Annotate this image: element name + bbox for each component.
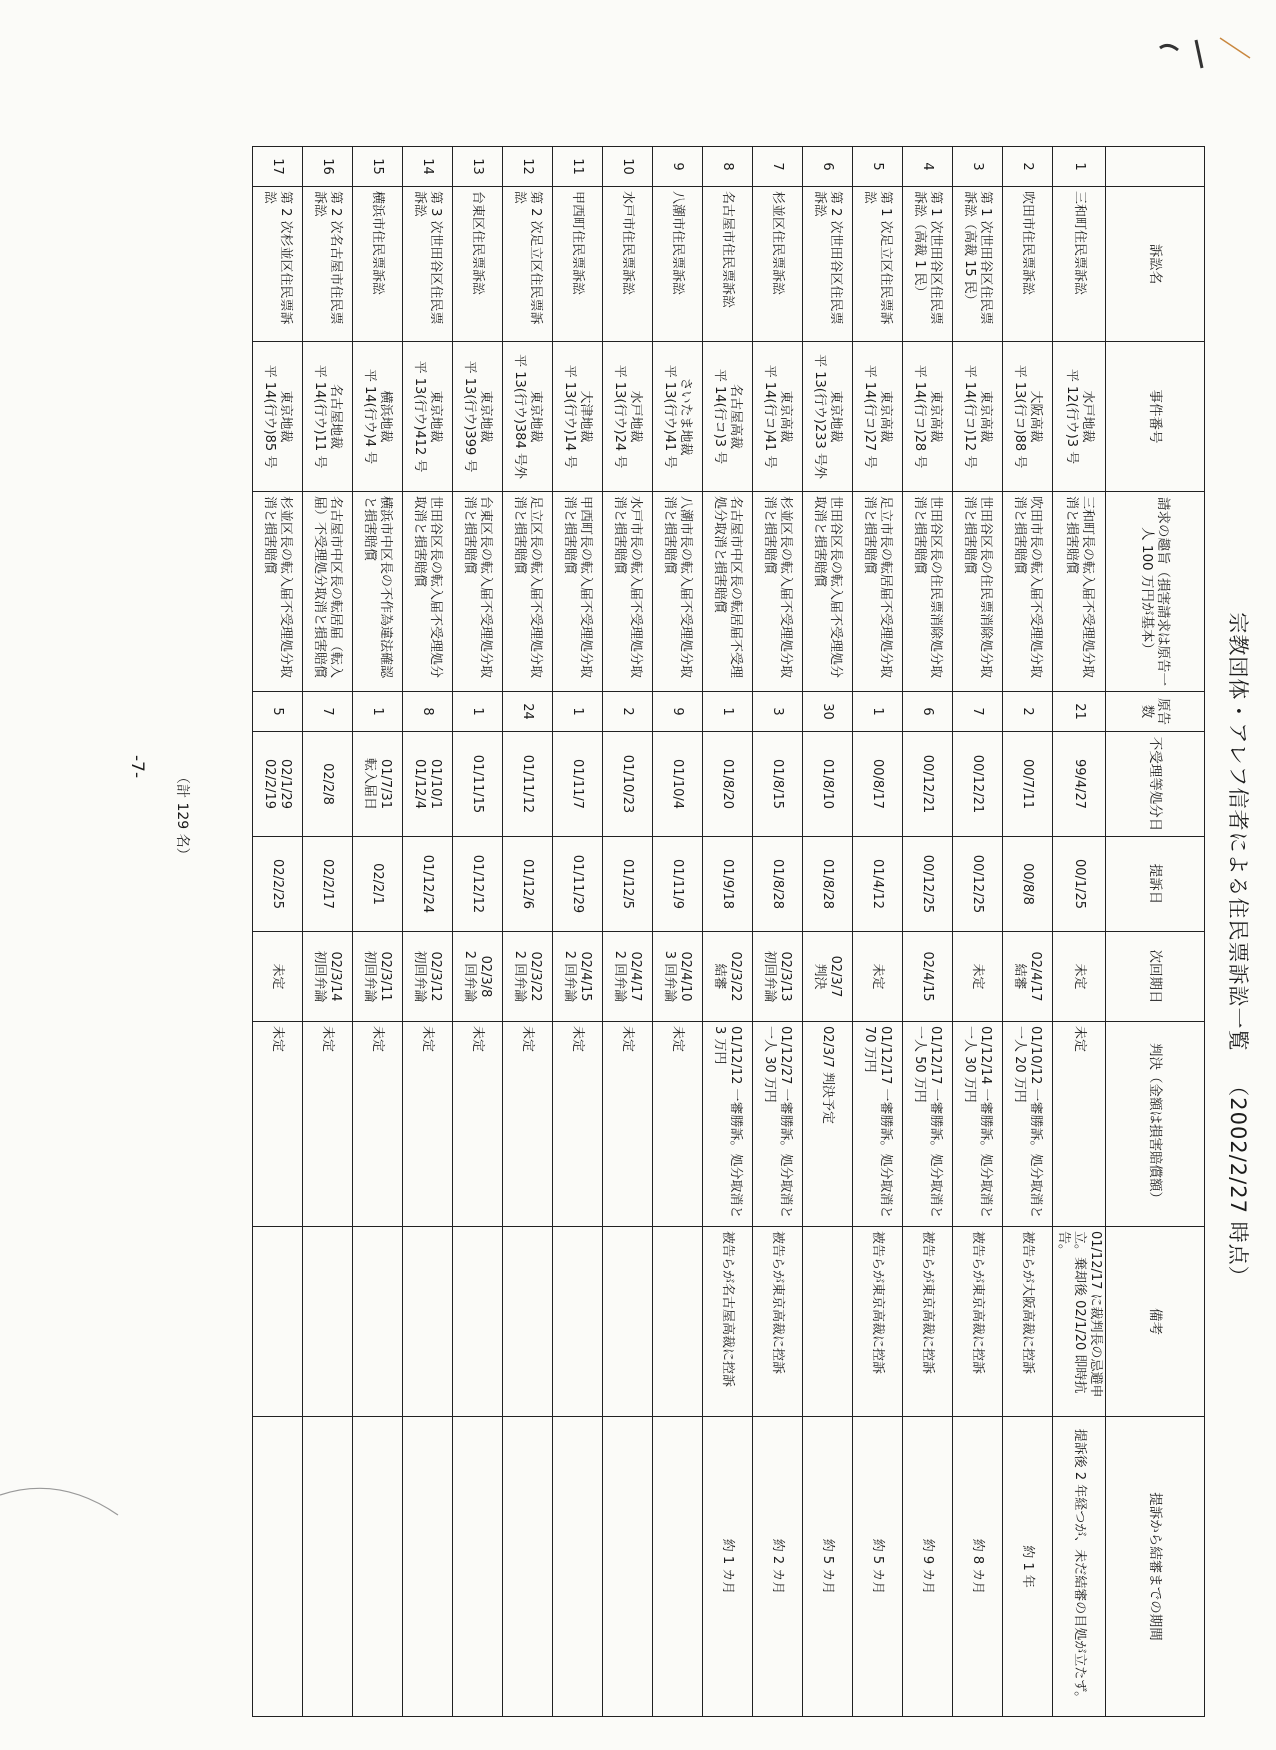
cell-next: 02/3/8 2 回弁論 <box>453 932 503 1022</box>
cell-no: 10 <box>603 147 653 187</box>
table-row <box>653 147 703 1717</box>
cell-filed: 01/12/12 <box>453 837 503 932</box>
cell-disposal: 00/12/21 <box>903 732 953 837</box>
cell-term: 約 1 年 <box>1003 1417 1053 1717</box>
cell-judgment: 01/12/17 一審勝訴。処分取消と一人 50 万円 <box>903 1022 953 1227</box>
cell-plaintiffs: 7 <box>953 692 1003 732</box>
header-remarks: 備考 <box>1106 1227 1205 1417</box>
cell-disposal: 00/12/21 <box>953 732 1003 837</box>
cell-filed: 00/1/25 <box>1053 837 1106 932</box>
cell-claim: 横浜市中区長の不作為違法確認と損害賠償 <box>353 492 403 692</box>
cell-no: 15 <box>353 147 403 187</box>
cell-term: 約 8 カ月 <box>953 1417 1003 1717</box>
table-row <box>553 147 603 1717</box>
cell-remarks <box>803 1227 853 1417</box>
cell-plaintiffs: 3 <box>753 692 803 732</box>
cell-filed: 01/11/9 <box>653 837 703 932</box>
cell-filed: 01/12/5 <box>603 837 653 932</box>
table-row <box>1003 147 1053 1717</box>
cell-next: 02/3/7 判決 <box>803 932 853 1022</box>
header-next: 次回期日 <box>1106 932 1205 1022</box>
cell-suit: 第 1 次足立区住民票訴訟 <box>853 187 903 342</box>
table-row <box>903 147 953 1717</box>
cell-disposal: 01/8/20 <box>703 732 753 837</box>
header-filed: 提訴日 <box>1106 837 1205 932</box>
cell-plaintiffs: 1 <box>703 692 753 732</box>
cell-suit: 第 2 次杉並区住民票訴訟 <box>253 187 303 342</box>
cell-case: 大阪高裁 平 13(行コ)88 号 <box>1003 342 1053 492</box>
corner-pen-mark <box>1150 28 1260 78</box>
cell-next: 02/3/13 初回弁論 <box>753 932 803 1022</box>
cell-term <box>503 1417 553 1717</box>
cell-judgment: 02/3/7 判決予定 <box>803 1022 853 1227</box>
cell-no: 1 <box>1053 147 1106 187</box>
cell-remarks <box>553 1227 603 1417</box>
cell-filed: 02/2/1 <box>353 837 403 932</box>
cell-disposal: 01/11/7 <box>553 732 603 837</box>
header-disposal: 不受理等処分日 <box>1106 732 1205 837</box>
document-title <box>1221 170 1255 1730</box>
header-plaintiffs: 原告数 <box>1106 692 1205 732</box>
cell-plaintiffs: 1 <box>853 692 903 732</box>
cell-suit: 甲西町住民票訴訟 <box>553 187 603 342</box>
cell-next: 未定 <box>1053 932 1106 1022</box>
cell-suit: 三和町住民票訴訟 <box>1053 187 1106 342</box>
page-number: -7- <box>127 755 147 779</box>
cell-claim: 世田谷区長の転入届不受理処分取消と損害賠償 <box>403 492 453 692</box>
cell-no: 9 <box>653 147 703 187</box>
cell-disposal: 99/4/27 <box>1053 732 1106 837</box>
cell-case: 東京高裁 平 14(行コ)41 号 <box>753 342 803 492</box>
table-row <box>403 147 453 1717</box>
cell-next: 02/4/17 結審 <box>1003 932 1053 1022</box>
cell-term: 提訴後 2 年経つが、未だ結審の目処が立たず。 <box>1053 1417 1106 1717</box>
cell-next: 02/3/14 初回弁論 <box>303 932 353 1022</box>
cell-suit: 杉並区住民票訴訟 <box>753 187 803 342</box>
header-suit: 訴訟名 <box>1106 187 1205 342</box>
cell-case: 東京地裁 平 14(行ウ)85 号 <box>253 342 303 492</box>
cell-suit: 第 2 次名古屋市住民票訴訟 <box>303 187 353 342</box>
cell-case: 東京地裁 平 13(行ウ)412 号 <box>403 342 453 492</box>
cell-remarks <box>353 1227 403 1417</box>
cell-filed: 01/12/24 <box>403 837 453 932</box>
cell-remarks: 01/12/17 に裁判長の忌避申立。棄却後 02/1/20 即時抗告。 <box>1053 1227 1106 1417</box>
cell-case: 横浜地裁 平 14(行ウ)4 号 <box>353 342 403 492</box>
cell-case: 東京高裁 平 14(行コ)27 号 <box>853 342 903 492</box>
cell-filed: 00/8/8 <box>1003 837 1053 932</box>
cell-claim: 三和町長の転入届不受理処分取消と損害賠償 <box>1053 492 1106 692</box>
cell-suit: 第 2 次足立区住民票訴訟 <box>503 187 553 342</box>
cell-plaintiffs: 7 <box>303 692 353 732</box>
cell-case: 大津地裁 平 13(行ウ)14 号 <box>553 342 603 492</box>
table-row <box>353 147 403 1717</box>
cell-filed: 01/11/29 <box>553 837 603 932</box>
cell-remarks <box>303 1227 353 1417</box>
cell-no: 14 <box>403 147 453 187</box>
cell-no: 3 <box>953 147 1003 187</box>
cell-next: 02/3/22 2 回弁論 <box>503 932 553 1022</box>
cell-filed: 00/12/25 <box>903 837 953 932</box>
cell-no: 17 <box>253 147 303 187</box>
table-row <box>603 147 653 1717</box>
table-row <box>753 147 803 1717</box>
cell-no: 6 <box>803 147 853 187</box>
cell-claim: 甲西町長の転入届不受理処分取消と損害賠償 <box>553 492 603 692</box>
cell-disposal: 01/10/4 <box>653 732 703 837</box>
table-row <box>803 147 853 1717</box>
cell-suit: 八潮市住民票訴訟 <box>653 187 703 342</box>
cell-judgment: 未定 <box>603 1022 653 1227</box>
cell-case: 名古屋地裁 平 14(行ウ)11 号 <box>303 342 353 492</box>
cell-suit: 水戸市住民票訴訟 <box>603 187 653 342</box>
cell-no: 11 <box>553 147 603 187</box>
cell-no: 2 <box>1003 147 1053 187</box>
cell-term <box>353 1417 403 1717</box>
cell-case: 東京地裁 平 13(行ウ)399 号 <box>453 342 503 492</box>
cell-judgment: 01/12/12 一審勝訴。処分取消と 3 万円 <box>703 1022 753 1227</box>
cell-plaintiffs: 2 <box>603 692 653 732</box>
cell-disposal: 01/11/12 <box>503 732 553 837</box>
cell-case: 東京地裁 平 13(行ウ)384 号外 <box>503 342 553 492</box>
cell-term: 約 2 カ月 <box>753 1417 803 1717</box>
cell-case: 東京地裁 平 13(行ウ)233 号外 <box>803 342 853 492</box>
cell-judgment: 01/12/14 一審勝訴。処分取消と一人 30 万円 <box>953 1022 1003 1227</box>
cell-claim: 吹田市長の転入届不受理処分取消と損害賠償 <box>1003 492 1053 692</box>
as-of-date: （2002/2/27 時点） <box>1226 1075 1250 1288</box>
cell-filed: 01/12/6 <box>503 837 553 932</box>
table-row <box>253 147 303 1717</box>
cell-plaintiffs: 30 <box>803 692 853 732</box>
cell-plaintiffs: 8 <box>403 692 453 732</box>
rotated-page <box>115 130 1255 1750</box>
cell-disposal: 00/7/11 <box>1003 732 1053 837</box>
cell-plaintiffs: 2 <box>1003 692 1053 732</box>
header-judgment: 判決（金額は損害賠償額） <box>1106 1022 1205 1227</box>
cell-term <box>553 1417 603 1717</box>
cell-term <box>403 1417 453 1717</box>
cell-remarks <box>503 1227 553 1417</box>
cell-remarks: 被告らが東京高裁に控訴 <box>903 1227 953 1417</box>
title-text: 宗教団体・アレフ信者による住民票訴訟一覧 <box>1226 612 1250 1052</box>
cell-judgment: 01/12/27 一審勝訴。処分取消と一人 30 万円 <box>753 1022 803 1227</box>
cell-term <box>653 1417 703 1717</box>
cell-remarks: 被告らが東京高裁に控訴 <box>753 1227 803 1417</box>
cell-case: 名古屋高裁 平 14(行コ)3 号 <box>703 342 753 492</box>
cell-claim: 杉並区長の転入届不受理処分取消と損害賠償 <box>253 492 303 692</box>
table-row <box>1053 147 1106 1717</box>
cell-claim: 足立市長の転居届不受理処分取消と損害賠償 <box>853 492 903 692</box>
cell-case: 東京高裁 平 14(行コ)28 号 <box>903 342 953 492</box>
cell-remarks <box>253 1227 303 1417</box>
header-claim: 請求の趣旨（損害請求は原告一人 100 万円が基本） <box>1106 492 1205 692</box>
cell-remarks: 被告らが東京高裁に控訴 <box>953 1227 1003 1417</box>
cell-term <box>253 1417 303 1717</box>
cell-disposal: 01/7/31 転入届日 <box>353 732 403 837</box>
cell-plaintiffs: 9 <box>653 692 703 732</box>
cell-next: 02/3/12 初回弁論 <box>403 932 453 1022</box>
cell-remarks: 被告らが大阪高裁に控訴 <box>1003 1227 1053 1417</box>
cell-judgment: 未定 <box>1053 1022 1106 1227</box>
cell-next: 未定 <box>853 932 903 1022</box>
cell-disposal: 01/10/1 01/12/4 <box>403 732 453 837</box>
cell-no: 13 <box>453 147 503 187</box>
cell-judgment: 未定 <box>653 1022 703 1227</box>
cell-claim: 世田谷区長の転入届不受理処分取消と損害賠償 <box>803 492 853 692</box>
cell-term <box>603 1417 653 1717</box>
total-plaintiffs: （計 129 名） <box>174 770 190 862</box>
cell-no: 5 <box>853 147 903 187</box>
cell-case: 水戸地裁 平 13(行ウ)24 号 <box>603 342 653 492</box>
cell-disposal: 01/11/15 <box>453 732 503 837</box>
cell-remarks: 被告らが名古屋高裁に控訴 <box>703 1227 753 1417</box>
cell-plaintiffs: 1 <box>453 692 503 732</box>
cell-plaintiffs: 1 <box>553 692 603 732</box>
cell-suit: 台東区住民票訴訟 <box>453 187 503 342</box>
cell-claim: 足立区長の転入届不受理処分取消と損害賠償 <box>503 492 553 692</box>
cell-judgment: 未定 <box>453 1022 503 1227</box>
table-row <box>853 147 903 1717</box>
cell-plaintiffs: 21 <box>1053 692 1106 732</box>
cell-case: 東京高裁 平 14(行コ)12 号 <box>953 342 1003 492</box>
cell-suit: 第 3 次世田谷区住民票訴訟 <box>403 187 453 342</box>
cell-remarks <box>653 1227 703 1417</box>
cell-no: 12 <box>503 147 553 187</box>
lawsuit-table <box>252 146 1205 1717</box>
cell-remarks <box>403 1227 453 1417</box>
cell-filed: 01/8/28 <box>753 837 803 932</box>
cell-suit: 名古屋市住民票訴訟 <box>703 187 753 342</box>
cell-disposal: 01/8/10 <box>803 732 853 837</box>
cell-disposal: 01/8/15 <box>753 732 803 837</box>
cell-case: さいたま地裁 平 13(行ウ)41 号 <box>653 342 703 492</box>
cell-suit: 第 1 次世田谷区住民票訴訟（高裁 15 民） <box>953 187 1003 342</box>
cell-filed: 01/9/18 <box>703 837 753 932</box>
cell-no: 8 <box>703 147 753 187</box>
cell-no: 4 <box>903 147 953 187</box>
cell-filed: 00/12/25 <box>953 837 1003 932</box>
cell-term: 約 5 カ月 <box>853 1417 903 1717</box>
cell-disposal: 02/2/8 <box>303 732 353 837</box>
cell-judgment: 未定 <box>303 1022 353 1227</box>
cell-term: 約 9 カ月 <box>903 1417 953 1717</box>
cell-judgment: 未定 <box>353 1022 403 1227</box>
cell-filed: 02/2/17 <box>303 837 353 932</box>
table-row <box>953 147 1003 1717</box>
cell-suit: 第 2 次世田谷区住民票訴訟 <box>803 187 853 342</box>
cell-filed: 01/8/28 <box>803 837 853 932</box>
cell-claim: 水戸市長の転入届不受理処分取消と損害賠償 <box>603 492 653 692</box>
cell-plaintiffs: 24 <box>503 692 553 732</box>
cell-claim: 名古屋市中区長の転居届（転入届）不受理処分取消と損害賠償 <box>303 492 353 692</box>
cell-plaintiffs: 1 <box>353 692 403 732</box>
cell-judgment: 01/12/17 一審勝訴。処分取消と 70 万円 <box>853 1022 903 1227</box>
header-no <box>1106 147 1205 187</box>
cell-remarks <box>603 1227 653 1417</box>
cell-judgment: 未定 <box>553 1022 603 1227</box>
cell-filed: 01/4/12 <box>853 837 903 932</box>
cell-disposal: 02/1/29 02/2/19 <box>253 732 303 837</box>
cell-claim: 名古屋市中区長の転居届不受理処分取消と損害賠償 <box>703 492 753 692</box>
cell-claim: 八潮市長の転入届不受理処分取消と損害賠償 <box>653 492 703 692</box>
cell-judgment: 未定 <box>403 1022 453 1227</box>
cell-term <box>453 1417 503 1717</box>
cell-term <box>303 1417 353 1717</box>
cell-claim: 台東区長の転入届不受理処分取消と損害賠償 <box>453 492 503 692</box>
cell-judgment: 01/10/12 一審勝訴。処分取消と一人 20 万円 <box>1003 1022 1053 1227</box>
table-row <box>453 147 503 1717</box>
table-row <box>503 147 553 1717</box>
cell-next: 02/4/15 <box>903 932 953 1022</box>
cell-term: 約 5 カ月 <box>803 1417 853 1717</box>
cell-next: 02/3/11 初回弁論 <box>353 932 403 1022</box>
cell-judgment: 未定 <box>253 1022 303 1227</box>
cell-judgment: 未定 <box>503 1022 553 1227</box>
header-row <box>1106 147 1205 1717</box>
cell-case: 水戸地裁 平 12(行ウ)3 号 <box>1053 342 1106 492</box>
cell-remarks: 被告らが東京高裁に控訴 <box>853 1227 903 1417</box>
table-row <box>703 147 753 1717</box>
cell-no: 7 <box>753 147 803 187</box>
cell-claim: 世田谷区長の住民票消除処分取消と損害賠償 <box>903 492 953 692</box>
cell-claim: 杉並区長の転入届不受理処分取消と損害賠償 <box>753 492 803 692</box>
cell-next: 未定 <box>953 932 1003 1022</box>
cell-next: 02/4/10 3 回弁論 <box>653 932 703 1022</box>
cell-plaintiffs: 5 <box>253 692 303 732</box>
cell-suit: 横浜市住民票訴訟 <box>353 187 403 342</box>
cell-next: 02/3/22 結審 <box>703 932 753 1022</box>
cell-no: 16 <box>303 147 353 187</box>
cell-disposal: 01/10/23 <box>603 732 653 837</box>
cell-disposal: 00/8/17 <box>853 732 903 837</box>
table-row <box>303 147 353 1717</box>
header-case: 事件番号 <box>1106 342 1205 492</box>
header-term: 提訴から結審までの期間 <box>1106 1417 1205 1717</box>
cell-plaintiffs: 6 <box>903 692 953 732</box>
scan-edge-arc <box>0 1475 120 1535</box>
cell-suit: 第 1 次世田谷区住民票訴訟（高裁 1 民） <box>903 187 953 342</box>
cell-remarks <box>453 1227 503 1417</box>
cell-filed: 02/2/25 <box>253 837 303 932</box>
cell-claim: 世田谷区長の住民票消除処分取消と損害賠償 <box>953 492 1003 692</box>
cell-next: 未定 <box>253 932 303 1022</box>
cell-next: 02/4/17 2 回弁論 <box>603 932 653 1022</box>
cell-next: 02/4/15 2 回弁論 <box>553 932 603 1022</box>
cell-suit: 吹田市住民票訴訟 <box>1003 187 1053 342</box>
cell-term: 約 1 カ月 <box>703 1417 753 1717</box>
